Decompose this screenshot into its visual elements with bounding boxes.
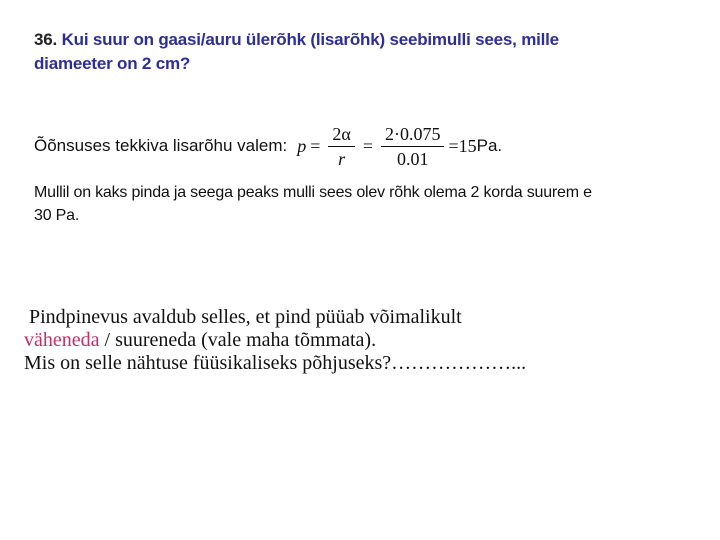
fraction-denominator: r (338, 148, 346, 169)
task-line1: Pindpinevus avaldub selles, et pind püüab võimalikult (24, 306, 462, 328)
task-question: Mis on selle nähtuse füüsikaliseks põhjuseks?………………... (24, 352, 527, 374)
conclusion-line1: Mullil on kaks pinda ja seega peaks mulli sees olev rõhk olema 2 korda suurem e (34, 184, 592, 201)
formula-line (34, 118, 502, 174)
formula-fraction-symbolic (328, 124, 354, 169)
formula-fraction-numeric (381, 124, 445, 169)
task-option-increase: / suureneda (vale maha tõmmata). (99, 329, 377, 351)
fraction-numerator: 2α (328, 124, 354, 147)
formula-equals-2: = (362, 135, 373, 156)
question-text-line1: Kui suur on gaasi/auru ülerõhk (lisarõhk) seebimulli sees, mille (61, 30, 559, 49)
task-option-decrease: väheneda (24, 329, 100, 351)
question-number: 36. (34, 30, 58, 49)
formula-result: =15 (448, 135, 477, 156)
fraction-denominator-value: 0.01 (396, 148, 429, 169)
conclusion-line2: 30 Pa. (34, 207, 80, 224)
formula-lead-text: Õõnsuses tekkiva lisarõhu valem: (34, 136, 288, 155)
question-heading (34, 28, 674, 76)
formula-pressure-symbol: p (297, 135, 307, 156)
conclusion-text (34, 181, 694, 227)
fraction-numerator-value: 2·0.075 (381, 124, 445, 147)
formula (297, 124, 502, 169)
formula-unit: Pa. (476, 136, 503, 155)
formula-equals-1: = (310, 135, 321, 156)
task-text (24, 306, 704, 375)
question-text-line2: diameeter on 2 cm? (34, 54, 191, 73)
